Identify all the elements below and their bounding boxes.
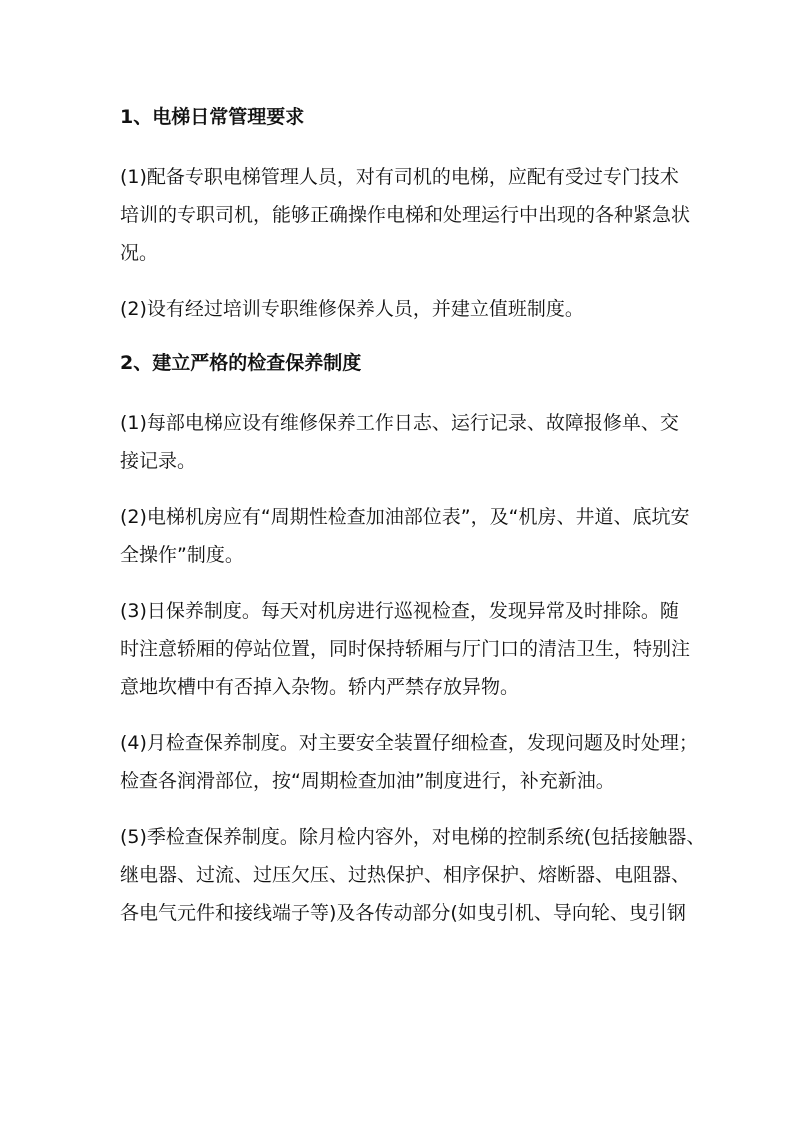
text-line: 继电器、过流、过压欠压、过热保护、相序保护、熔断器、电阻器、	[120, 864, 691, 886]
paragraph-2-4	[120, 724, 698, 800]
paragraph-2-2	[120, 498, 690, 574]
text-line: (1)每部电梯应设有维修保养工作日志、运行记录、故障报修单、交	[120, 412, 679, 434]
paragraph-1-2	[120, 290, 680, 328]
paragraph-1-1	[120, 158, 691, 272]
text-line: 检查各润滑部位，按“周期检查加油”制度进行，补充新油。	[120, 770, 615, 792]
text-line: (2)设有经过培训专职维修保养人员，并建立值班制度。	[120, 298, 584, 320]
text-line: (5)季检查保养制度。除月检内容外，对电梯的控制系统(包括接触器、	[120, 826, 706, 848]
section-1-heading: 1、电梯日常管理要求	[120, 106, 305, 128]
text-line: 各电气元件和接线端子等)及各传动部分(如曳引机、导向轮、曳引钢	[120, 902, 686, 924]
text-line: 况。	[120, 242, 159, 264]
text-line: 培训的专职司机，能够正确操作电梯和处理运行中出现的各种紧急状	[120, 204, 691, 226]
paragraph-2-5	[120, 818, 706, 932]
paragraph-2-1	[120, 404, 680, 480]
text-line: (1)配备专职电梯管理人员，对有司机的电梯，应配有受过专门技术	[120, 166, 679, 188]
text-line: (3)日保养制度。每天对机房进行巡视检查，发现异常及时排除。随	[120, 600, 679, 622]
text-line: 时注意轿厢的停站位置，同时保持轿厢与厅门口的清洁卫生，特别注	[120, 638, 691, 660]
paragraph-2-3	[120, 592, 691, 706]
text-line: 意地坎槽中有否掉入杂物。轿内严禁存放异物。	[120, 676, 520, 698]
document-body	[120, 100, 706, 932]
text-line: 接记录。	[120, 450, 197, 472]
text-line: 全操作”制度。	[120, 544, 244, 566]
text-line: (2)电梯机房应有“周期性检查加油部位表”，及“机房、井道、底坑安	[120, 506, 690, 528]
text-line: (4)月检查保养制度。对主要安全装置仔细检查，发现问题及时处理；	[120, 732, 698, 754]
section-2-heading: 2、建立严格的检查保养制度	[120, 352, 362, 374]
